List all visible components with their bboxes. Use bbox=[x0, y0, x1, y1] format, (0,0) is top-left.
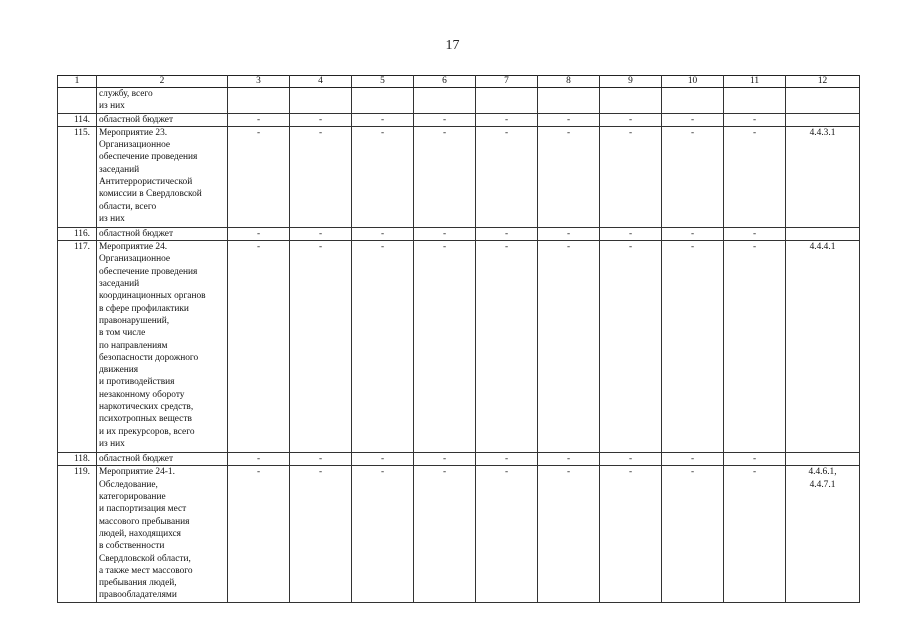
value-cell: - bbox=[352, 126, 414, 227]
value-cell: - bbox=[538, 453, 600, 466]
table-row bbox=[58, 241, 860, 453]
value-cell: - bbox=[662, 113, 724, 126]
column-header: 1 bbox=[58, 76, 97, 88]
value-cell: - bbox=[352, 227, 414, 240]
target-code: 4.4.6.1, 4.4.7.1 bbox=[786, 466, 860, 602]
row-name: областной бюджет bbox=[97, 113, 228, 126]
row-name: Мероприятие 24. Организационное обеспечение проведения заседаний координационных органов в сфере профилактики правонарушений, в том числе по направлениям безопасности дорожного движения и противодействия незаконному обороту наркотических средств, психотропных веществ и их прекурсоров, всего из них bbox=[97, 241, 228, 453]
value-cell bbox=[228, 88, 290, 114]
row-number: 114. bbox=[58, 113, 97, 126]
value-cell bbox=[600, 88, 662, 114]
value-cell: - bbox=[414, 453, 476, 466]
table-row bbox=[58, 453, 860, 466]
value-cell: - bbox=[228, 126, 290, 227]
value-cell: - bbox=[352, 466, 414, 602]
row-number: 116. bbox=[58, 227, 97, 240]
row-number bbox=[58, 88, 97, 114]
target-code bbox=[786, 88, 860, 114]
row-name: Мероприятие 24-1. Обследование, категорирование и паспортизация мест массового пребывания людей, находящихся в собственности Свердловской области, а также мест массового пребывания людей, правообладателями bbox=[97, 466, 228, 602]
value-cell bbox=[662, 88, 724, 114]
value-cell bbox=[414, 88, 476, 114]
value-cell: - bbox=[414, 126, 476, 227]
column-header: 8 bbox=[538, 76, 600, 88]
column-header: 12 bbox=[786, 76, 860, 88]
value-cell: - bbox=[352, 241, 414, 453]
value-cell: - bbox=[414, 241, 476, 453]
value-cell: - bbox=[662, 241, 724, 453]
row-name: областной бюджет bbox=[97, 453, 228, 466]
value-cell: - bbox=[414, 113, 476, 126]
value-cell: - bbox=[476, 113, 538, 126]
row-name: службу, всего из них bbox=[97, 88, 228, 114]
value-cell: - bbox=[538, 227, 600, 240]
row-number: 118. bbox=[58, 453, 97, 466]
table-header-row bbox=[58, 76, 860, 88]
value-cell: - bbox=[724, 126, 786, 227]
column-header: 3 bbox=[228, 76, 290, 88]
value-cell: - bbox=[662, 466, 724, 602]
row-number: 115. bbox=[58, 126, 97, 227]
table-row bbox=[58, 466, 860, 602]
value-cell: - bbox=[724, 453, 786, 466]
page-number: 17 bbox=[445, 38, 460, 53]
value-cell bbox=[290, 88, 352, 114]
value-cell: - bbox=[414, 227, 476, 240]
value-cell: - bbox=[476, 241, 538, 453]
table-row bbox=[58, 113, 860, 126]
value-cell bbox=[724, 88, 786, 114]
table-row bbox=[58, 227, 860, 240]
value-cell: - bbox=[600, 466, 662, 602]
value-cell: - bbox=[290, 453, 352, 466]
target-code bbox=[786, 453, 860, 466]
value-cell: - bbox=[662, 453, 724, 466]
value-cell: - bbox=[600, 126, 662, 227]
value-cell: - bbox=[414, 466, 476, 602]
row-number: 119. bbox=[58, 466, 97, 602]
value-cell: - bbox=[228, 113, 290, 126]
column-header: 4 bbox=[290, 76, 352, 88]
value-cell: - bbox=[228, 227, 290, 240]
value-cell: - bbox=[538, 126, 600, 227]
row-name: областной бюджет bbox=[97, 227, 228, 240]
target-code bbox=[786, 113, 860, 126]
target-code bbox=[786, 227, 860, 240]
table-row bbox=[58, 88, 860, 114]
value-cell: - bbox=[600, 453, 662, 466]
value-cell: - bbox=[228, 453, 290, 466]
value-cell bbox=[476, 88, 538, 114]
row-number: 117. bbox=[58, 241, 97, 453]
column-header: 9 bbox=[600, 76, 662, 88]
value-cell: - bbox=[724, 113, 786, 126]
value-cell: - bbox=[228, 241, 290, 453]
value-cell bbox=[538, 88, 600, 114]
column-header: 10 bbox=[662, 76, 724, 88]
row-name: Мероприятие 23. Организационное обеспечение проведения заседаний Антитеррористической комиссии в Свердловской области, всего из них bbox=[97, 126, 228, 227]
budget-table bbox=[57, 75, 860, 603]
value-cell: - bbox=[600, 227, 662, 240]
column-header: 6 bbox=[414, 76, 476, 88]
value-cell: - bbox=[600, 113, 662, 126]
value-cell: - bbox=[538, 241, 600, 453]
column-header: 2 bbox=[97, 76, 228, 88]
column-header: 5 bbox=[352, 76, 414, 88]
column-header: 7 bbox=[476, 76, 538, 88]
value-cell: - bbox=[476, 453, 538, 466]
table-row bbox=[58, 126, 860, 227]
value-cell: - bbox=[538, 113, 600, 126]
value-cell: - bbox=[662, 227, 724, 240]
value-cell: - bbox=[476, 227, 538, 240]
value-cell: - bbox=[352, 113, 414, 126]
column-header: 11 bbox=[724, 76, 786, 88]
value-cell: - bbox=[724, 227, 786, 240]
target-code: 4.4.3.1 bbox=[786, 126, 860, 227]
value-cell: - bbox=[290, 113, 352, 126]
target-code: 4.4.4.1 bbox=[786, 241, 860, 453]
value-cell: - bbox=[228, 466, 290, 602]
value-cell: - bbox=[600, 241, 662, 453]
value-cell: - bbox=[290, 227, 352, 240]
value-cell: - bbox=[476, 126, 538, 227]
value-cell bbox=[352, 88, 414, 114]
value-cell: - bbox=[352, 453, 414, 466]
value-cell: - bbox=[290, 241, 352, 453]
value-cell: - bbox=[290, 466, 352, 602]
value-cell: - bbox=[724, 241, 786, 453]
value-cell: - bbox=[538, 466, 600, 602]
value-cell: - bbox=[290, 126, 352, 227]
value-cell: - bbox=[662, 126, 724, 227]
value-cell: - bbox=[724, 466, 786, 602]
value-cell: - bbox=[476, 466, 538, 602]
